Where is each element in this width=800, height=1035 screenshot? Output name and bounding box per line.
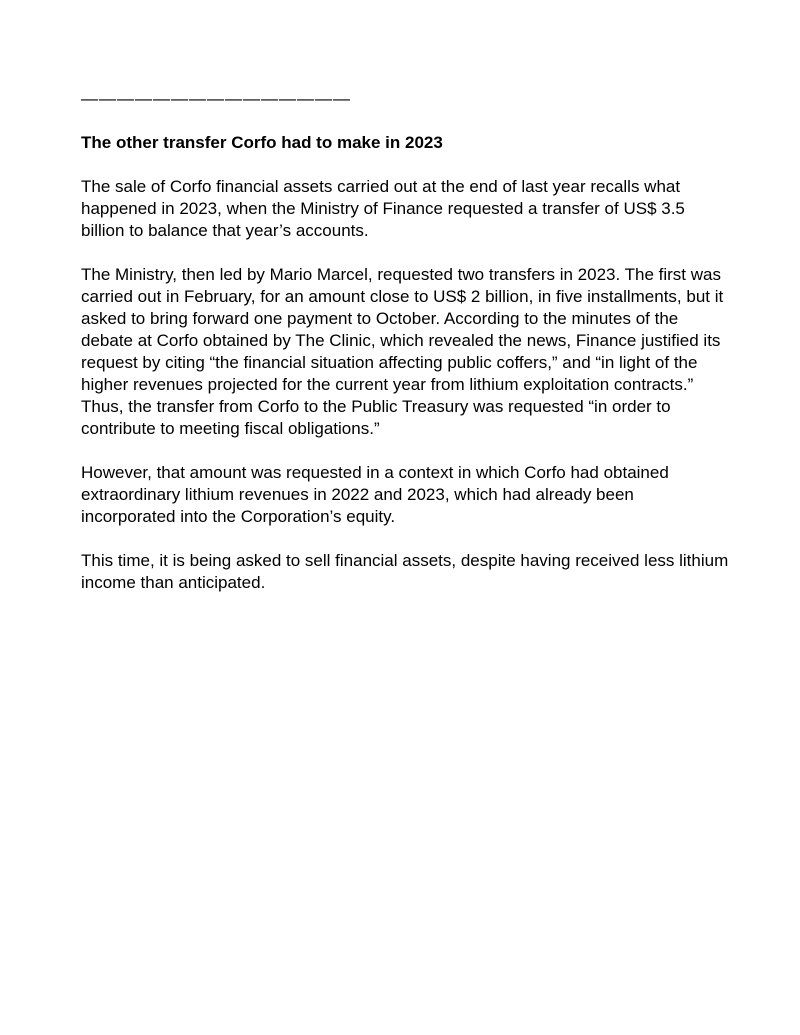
document-page bbox=[81, 88, 731, 616]
paragraph-1: The sale of Corfo financial assets carried out at the end of last year recalls what happened in 2023, when the Ministry of Finance requested a transfer of US$ 3.5 billion to balance that year’s accounts. bbox=[81, 177, 685, 240]
section-separator: ——————————————— bbox=[81, 89, 351, 108]
paragraph-4: This time, it is being asked to sell financial assets, despite having received less lithium income than anticipated. bbox=[81, 551, 729, 592]
paragraph-3: However, that amount was requested in a context in which Corfo had obtained extraordinary lithium revenues in 2022 and 2023, which had already been incorporated into the Corporation’s equity. bbox=[81, 463, 669, 526]
paragraph-2: The Ministry, then led by Mario Marcel, requested two transfers in 2023. The first was carried out in February, for an amount close to US$ 2 billion, in five installments, but it asked to bring forward one payment to October. According to the minutes of the debate at Corfo obtained by The Clinic, which revealed the news, Finance justified its request by citing “the financial situation affecting public coffers,” and “in light of the higher revenues projected for the current year from lithium exploitation contracts.” Thus, the transfer from Corfo to the Public Treasury was requested “in order to contribute to meeting fiscal obligations.” bbox=[81, 265, 724, 438]
section-heading: The other transfer Corfo had to make in 2023 bbox=[81, 133, 443, 152]
